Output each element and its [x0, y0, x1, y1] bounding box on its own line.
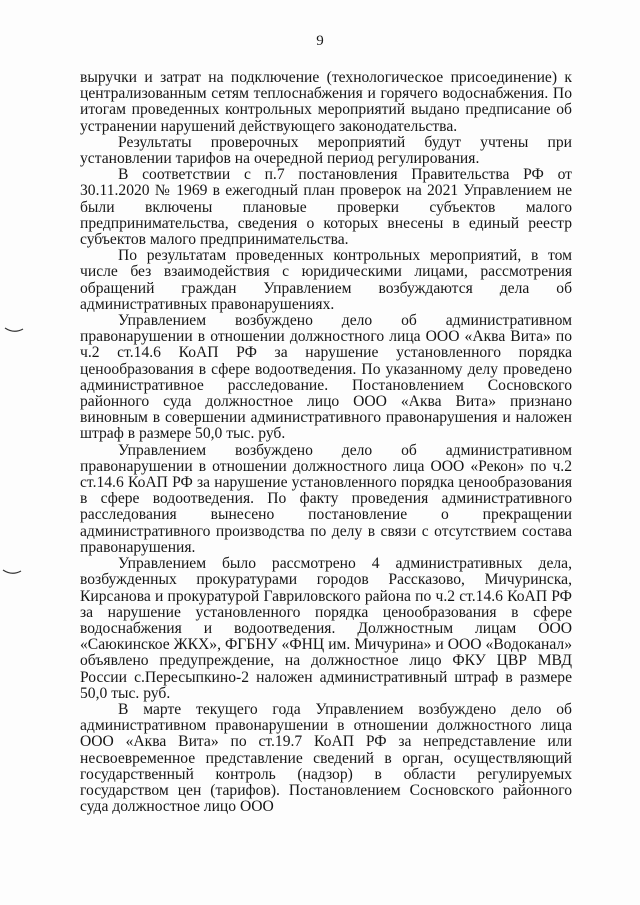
paragraph: выручки и затрат на подключение (технологическое присоединение) к централизованным сетям теплоснабжения и горячего водоснабжения. По итогам проведенных контрольных мероприятий выдано предписание об устранении нарушений действующего законодательства.: [80, 69, 572, 135]
paragraph: По результатам проведенных контрольных мероприятий, в том числе без взаимодействия с юридическими лицами, рассмотрения обращений граждан Управлением возбуждаются дела об административных правонарушениях.: [80, 247, 572, 313]
page-number: 9: [316, 33, 324, 49]
paragraph: Результаты проверочных мероприятий будут учтены при установлении тарифов на очередной период регулирования.: [80, 133, 572, 168]
paragraph: Управлением было рассмотрено 4 административных дела, возбужденных прокуратурами городов Рассказово, Мичуринска, Кирсанова и прокуратурой Гавриловского района по ч.2 ст.14.6 КоАП РФ за нарушение установленного порядка ценообразования в сфере водоснабжения и водоотведения. Должностным лицам ООО «Саюкинское ЖКХ», ФГБНУ «ФНЦ им. Мичурина» и ООО «Водоканал» объявлено предупреждение, на должностное лицо ФКУ ЦВР МВД России с.Пересыпкино-2 наложен административный штраф в размере 50,0 тыс. руб.: [80, 555, 572, 702]
paragraph: Управлением возбуждено дело об административном правонарушении в отношении должностного лица ООО «Рекон» по ч.2 ст.14.6 КоАП РФ за нарушение установленного порядка ценообразования в сфере водоотведения. По факту проведения административного расследования вынесено постановление о прекращении административного производства по делу в связи с отсутствием состава правонарушения.: [80, 441, 572, 556]
paragraph: В марте текущего года Управлением возбуждено дело об административном правонарушении в отношении должностного лица ООО «Аква Вита» по ст.19.7 КоАП РФ за непредставление или несвоевременное представление сведений в орган, осуществляющий государственный контроль (надзор) в области регулируемых государством цен (тарифов). Постановлением Сосновского районного суда должностное лицо ООО: [80, 700, 572, 816]
margin-mark-icon: [4, 326, 24, 334]
paragraph: В соответствии с п.7 постановления Правительства РФ от 30.11.2020 № 1969 в ежегодный план проверок на 2021 Управлением не были включены плановые проверки субъектов малого предпринимательства, сведения о которых внесены в единый реестр субъектов малого предпринимательства.: [80, 166, 572, 249]
margin-mark-icon: [2, 568, 22, 576]
paragraph: Управлением возбуждено дело об административном правонарушении в отношении должностного лица ООО «Аква Вита» по ч.2 ст.14.6 КоАП РФ за нарушение установленного порядка ценообразования в сфере водоотведения. По указанному делу проведено административное расследование. Постановлением Сосновского районного суда должностное лицо ООО «Аква Вита» признано виновным в совершении административного правонарушения и наложен штраф в размере 50,0 тыс. руб.: [80, 312, 572, 443]
document-body: [80, 70, 572, 815]
